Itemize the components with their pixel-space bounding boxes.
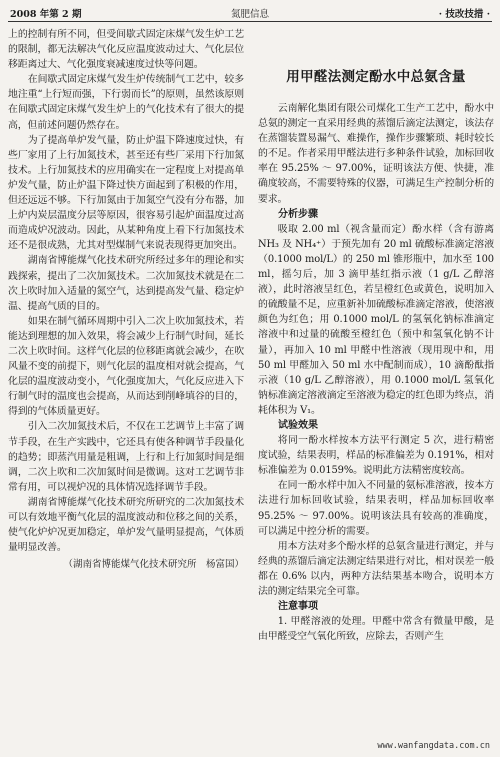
paragraph: 在同一酚水样中加入不同量的氨标准溶液，按本方法进行加标回收试验，结果表明，样品加标回收率 95.25% ～ 97.00%。说明该法具有较高的准确度，可以满足中控分析的需要。 [258,480,494,537]
right-column [258,27,494,733]
section-heading-results: 试验效果 [278,419,318,431]
left-column [8,27,244,733]
paragraph: 湖南省博能煤气化技术研究所经过多年的理论和实践探索，提出了二次加氮技术。二次加氮技术就是在二次上吹时加入适量的氮空气，达到提高发气量、稳定炉温、提高气质的目的。 [8,255,244,312]
footer-watermark: www.wanfangdata.com.cn [377,741,490,751]
section-heading-procedure: 分析步骤 [278,208,318,220]
paragraph: 1. 甲醛溶液的处理。甲醛中常含有微量甲酸，是由甲醛受空气氧化所致，应除去，否则产生 [258,616,494,643]
paragraph: 为了提高单炉发气量，防止炉温下降速度过快，有些厂家用了上行加氮技术，甚至还有些厂采用下行加氮技术。上行加氮技术的应用确实在一定程度上对提高单炉发气量，防止炉温下降过快方面起到了积极的作用，但还远远不够。下行加氮由于加氮空气没有分布器，加上炉内炭层温度分层等原因，很容易引起炉面温度过高而造成炉况波动。因此，从某种角度上看下行加氮技术还不是很成熟，尤其对型煤制气来说表现得更加突出。 [8,134,244,252]
paragraph: 在间歇式固定床煤气发生炉传统制气工艺中，较多地注重“上行短而强，下行弱而长”的原则，虽然该原则在间歇式固定床煤气发生炉上的气化技术有了很大的提高，但前述问题仍然存在。 [8,74,244,131]
article-title: 用甲醛法测定酚水中总氨含量 [286,69,466,85]
paragraph: 湖南省博能煤气化技术研究所研究的二次加氮技术可以有效地平衡气化层的温度波动和位移之间的关系，使气化炉炉况更加稳定，单炉发气量明显提高，气体质量明显改善。 [8,496,244,554]
section-label: · 技改技措 · [438,9,490,20]
paragraph: 引入二次加氮技术后，不仅在工艺调节上丰富了调节手段，在生产实践中，它还具有使各种调节手段量化的趋势；即蒸汽用量是粗调，上行和上行加氮时间是细调，二次上吹和二次加氮时间是微调。这对工艺调节非常有用，可以视炉况的具体情况选择调节手段。 [8,421,244,493]
running-header [10,6,490,20]
paragraph: 吸取 2.00 ml（视含量而定）酚水样（含有游离 NH₃ 及 NH₄⁺）于预先加有 20 ml 硫酸标准滴定溶液（0.1000 mol/L）的 250 ml 锥形瓶中，加水至 100 ml，摇匀后，加 3 滴甲基红指示液（1 g/L 乙醇溶液），此时溶液呈红色，若呈橙红色或黄色，说明加入的硫酸量不足，应重新补加硫酸标准滴定溶液，使溶液颜色为红色；用 0.1000 mol/L 的氢氧化钠标准滴定溶液中和过量的硫酸至橙红色（预中和氢氧化钠不计量），再加入 10 ml 甲醛中性溶液（现用现中和，用 50 ml 甲醛加入 50 ml 水中配制而成），10 滴酚酞指示液（10 g/L 乙醇溶液），用 0.1000 mol/L 氢氧化钠标准滴定溶液滴定至溶液为稳定的红色即为终点，消耗体积为 V₁。 [258,223,494,416]
intro-paragraph: 云南解化集团有限公司煤化工生产工艺中，酚水中总氨的测定一直采用经典的蒸馏后滴定法测定，该法存在蒸馏装置易漏气、难操作，操作步骤繁琐、耗时较长的不足。作者采用甲醛法进行多种条件试验，加标回收率在 95.25% ～ 97.00%，证明该法方便、快捷，准确度较高，不需要特殊的仪器，可满足生产控制分析的要求。 [258,103,494,205]
issue-label: 2008 年第 2 期 [10,9,82,20]
paragraph: 用本方法对多个酚水样的总氨含量进行测定，并与经典的蒸馏后滴定法测定结果进行对比，相对误差一般都在 0.6% 以内，两种方法结果基本吻合，说明本方法的测定结果完全可靠。 [258,540,494,597]
journal-name: 氮肥信息 [230,9,269,20]
paragraph: 将同一酚水样按本方法平行测定 5 次，进行精密度试验，结果表明，样品的标准偏差为 0.191%，相对标准偏差为 0.0159%。说明此方法精密度较高。 [258,435,494,477]
paragraph: 如果在制气循环周期中引入二次上吹加氮技术，若能达到理想的加入效果，将会减少上行制气时间，延长二次上吹时间。这样气化层的位移距离就会减少，在吹风量不变的前提下，则气化层的温度相对就会提高，气化层的温度波动变小，气化强度加大，气化反应进入下行制气时的温度也会提高，从而达到削峰填谷的目的，得到的气体质量更好。 [8,315,244,418]
author-credit: （湖南省博能煤气化技术研究所 杨富国） [63,559,244,571]
paragraph: 上的控制有所不同，但受间歇式固定床煤气发生炉工艺的限制，都无法解决气化反应温度波动过大、气化层位移距离过大、气化强度衰减速度过快等问题。 [8,29,244,71]
section-heading-notes: 注意事项 [278,601,318,613]
header-rule [8,21,492,22]
